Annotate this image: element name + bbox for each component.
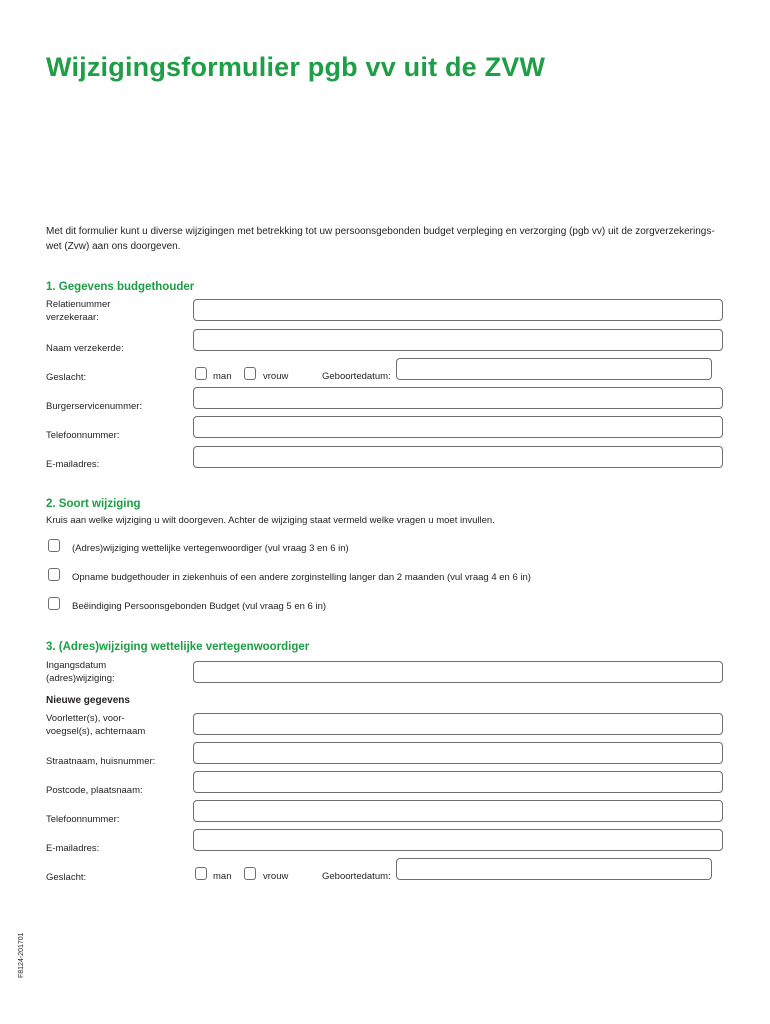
naam-field[interactable] xyxy=(193,713,723,735)
relatienummer-field[interactable] xyxy=(193,299,723,321)
naam-label-line1: Voorletter(s), voor- xyxy=(46,713,125,724)
geboortedatum-2-label: Geboortedatum: xyxy=(322,871,391,882)
vrouw-2-checkbox[interactable] xyxy=(244,867,256,880)
naam-label xyxy=(46,712,145,738)
option-opname-checkbox[interactable] xyxy=(48,568,60,581)
postcode-field[interactable] xyxy=(193,771,723,793)
bsn-label: Burgerservicenummer: xyxy=(46,401,143,412)
email-2-field[interactable] xyxy=(193,829,723,851)
telefoon-field[interactable] xyxy=(193,416,723,438)
telefoon-2-label: Telefoonnummer: xyxy=(46,814,120,825)
email-field[interactable] xyxy=(193,446,723,468)
section-2-heading: 2. Soort wijziging xyxy=(46,498,141,510)
man-2-label: man xyxy=(213,871,232,882)
straat-field[interactable] xyxy=(193,742,723,764)
geboortedatum-label: Geboortedatum: xyxy=(322,371,391,382)
vrouw-checkbox[interactable] xyxy=(244,367,256,380)
relatienummer-label-line1: Relatienummer xyxy=(46,299,111,310)
geboortedatum-2-field[interactable] xyxy=(396,858,712,880)
section-3-heading: 3. (Adres)wijziging wettelijke vertegenwoordiger xyxy=(46,641,310,653)
vrouw-label: vrouw xyxy=(263,371,289,382)
telefoon-2-field[interactable] xyxy=(193,800,723,822)
option-beeindiging-label: Beëindiging Persoonsgebonden Budget (vul vraag 5 en 6 in) xyxy=(72,601,327,612)
option-adreswijziging-checkbox[interactable] xyxy=(48,539,60,552)
option-opname-label: Opname budgethouder in ziekenhuis of een andere zorginstelling langer dan 2 maanden (vul vraag 4 en 6 in) xyxy=(72,572,531,583)
email-2-label: E-mailadres: xyxy=(46,843,100,854)
form-code: F8124-201701 xyxy=(18,932,25,978)
man-2-checkbox[interactable] xyxy=(195,867,207,880)
postcode-label: Postcode, plaatsnaam: xyxy=(46,785,143,796)
straat-label: Straatnaam, huisnummer: xyxy=(46,756,156,767)
option-adreswijziging-label: (Adres)wijziging wettelijke vertegenwoordiger (vul vraag 3 en 6 in) xyxy=(72,543,349,554)
ingangsdatum-field[interactable] xyxy=(193,661,723,683)
page-title: Wijzigingsformulier pgb vv uit de ZVW xyxy=(46,52,546,82)
relatienummer-label xyxy=(46,298,110,324)
man-label: man xyxy=(213,371,232,382)
intro-text: Met dit formulier kunt u diverse wijzigingen met betrekking tot uw persoonsgebonden budget verpleging en verzorging (pgb vv) uit de zorgverzekerings-wet (Zvw) aan ons doorgeven. xyxy=(46,226,715,252)
naam-label-line2: voegsel(s), achternaam xyxy=(46,726,146,737)
ingangsdatum-label-line2: (adres)wijziging: xyxy=(46,673,115,684)
ingangsdatum-label xyxy=(46,659,115,685)
section-1-heading: 1. Gegevens budgethouder xyxy=(46,281,195,293)
naam-verzekerde-field[interactable] xyxy=(193,329,723,351)
geslacht-2-label: Geslacht: xyxy=(46,872,87,883)
ingangsdatum-label-line1: Ingangsdatum xyxy=(46,660,107,671)
section-2-instruction: Kruis aan welke wijziging u wilt doorgeven. Achter de wijziging staat vermeld welke vragen u moet invullen. xyxy=(46,515,495,526)
option-beeindiging-checkbox[interactable] xyxy=(48,597,60,610)
vrouw-2-label: vrouw xyxy=(263,871,289,882)
telefoon-label: Telefoonnummer: xyxy=(46,430,120,441)
geslacht-label: Geslacht: xyxy=(46,372,87,383)
man-checkbox[interactable] xyxy=(195,367,207,380)
email-label: E-mailadres: xyxy=(46,459,100,470)
bsn-field[interactable] xyxy=(193,387,723,409)
nieuwe-gegevens-heading: Nieuwe gegevens xyxy=(46,695,130,706)
naam-verzekerde-label: Naam verzekerde: xyxy=(46,343,124,354)
relatienummer-label-line2: verzekeraar: xyxy=(46,312,99,323)
geboortedatum-field[interactable] xyxy=(396,358,712,380)
